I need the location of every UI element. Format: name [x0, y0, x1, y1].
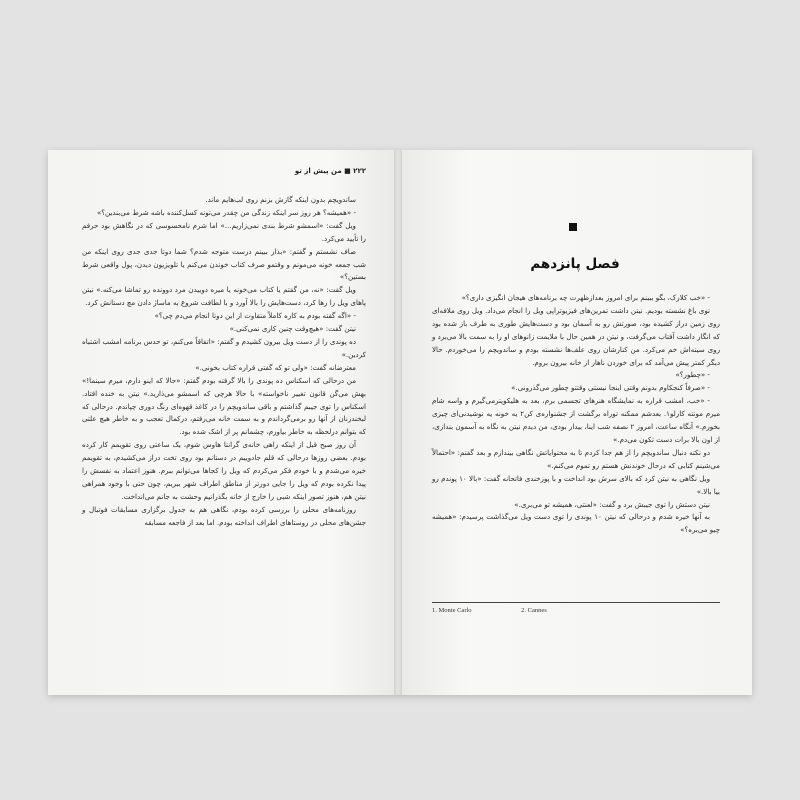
paragraph: روزنامه‌های محلی را بررسی کرده بودم، نگاهی هم به جدول برگزاری مسابقات فوتبال و جشن‌های محلی در روستاهای اطراف انداخته بودم. اما بعد از فاجعه مسابقه: [82, 504, 366, 527]
left-page: [48, 150, 398, 695]
running-head: ۲۲۲ ■ من پیش از تو: [294, 167, 366, 175]
paragraph: - «صرفاً کنجکاوم بدونم وقتی اینجا نیستی وقتتو چطور می‌گذرونی.»: [511, 383, 710, 393]
paragraph: - «همیشه؟ هر روز سر اینکه زندگی من چقدر می‌تونه کسل‌کننده باشه شرط می‌بندین؟»: [96, 207, 356, 217]
right-page: [398, 150, 752, 695]
paragraph: ویل گفت: «اسمشو شرط بندی نمی‌زاریم...» اما شرم نامحسوسی که در نگاهش بود حرفم را تأیید می‌کرد.: [82, 220, 366, 243]
paragraph: ده پوندی را از دست ویل بیرون کشیدم و گفتم: «اتفاقاً می‌کنم، تو حدس برنامه امشب اشتباه کردین.»: [82, 336, 366, 359]
footnote: 2. Cannes: [521, 607, 547, 614]
footnote: 1. Monte Carlo: [432, 607, 472, 614]
paragraph: صاف نشستم و گفتم: «بذار ببینم درست متوجه شدم؟ شما دوتا جدی جدی روی اینکه من شب جمعه خونه می‌مونم و وقتمو صرف کتاب خوندن می‌کنم یا تلویزیون دیدن، پول واقعی شرط بستین؟»: [82, 246, 366, 282]
paragraph: - «چطور؟»: [675, 370, 710, 380]
paragraph: ویل نگاهی به نیتن کرد که بالای سرش بود انداخت و با پوزخندی فاتحانه گفت: «بالا ۱۰ پوندم رو بیا بالا.»: [432, 473, 720, 496]
paragraph: نیتن گفت: «هیچ‌وقت چنین کاری نمی‌کنی.»: [229, 324, 356, 334]
paragraph: - «خب، امشب قراره به نمایشگاه هنرهای تجسمی برم، بعد به هلیکوپترمی‌گیرم و واسه شام میرم مونته کارلو۱. بعدشم ممکنه توراه برگشت از جشنواره‌ی کن۲ یه خونه یه نوشیدنی‌ای چیزی بخورم.» آنگاه ساعت، امروز ۲ نصفه شب اینا، بیدار بودی، من دیدم نیتن به نگاه به آسمون بندازی، از اون بالا برات دست تکون می‌دم.»: [432, 396, 720, 444]
footnotes: [432, 607, 632, 614]
paragraph: - «خب کلارک، بگو ببینم برای امروز بعدازظهرت چه برنامه‌های هیجان انگیزی داری؟»: [461, 293, 710, 302]
chapter-title: فصل پانزدهم: [530, 256, 620, 272]
paragraph: - «اگه گفته بودم به کاره کاملاً متفاوت از این دوتا انجام می‌دم چی؟»: [154, 311, 356, 321]
paragraph: نیتن دستش را توی جیبش برد و گفت: «لعنتی، همیشه تو می‌بری.»: [514, 499, 710, 509]
paragraph: به آنها خیره شدم و درحالی که نیتن ۱۰ پوندی را توی دست ویل می‌گذاشت پرسیدم: «همیشه چیو می‌بره؟»: [432, 512, 720, 535]
open-book: [48, 150, 752, 695]
paragraph: آن روز صبح قبل از اینکه راهی خانه‌ی گرانتا هاوس شوم، یک ساعتی روی تقویمم کار کرده بودم. بعضی روزها درحالی که قلم جادوییم در دستانم بود روی تخت دراز می‌کشیدم، به تقویمم خیره می‌شدم و با خودم فکر می‌کردم که ویل را کجاها می‌توانم ببرم. هنوز اعتماد به نفسش را پیدا نکرده بودم که ویل را جایی دورتر از مناطق اطراف شهر ببریم، چون حتی با وجود همراهی نیتن هم، هنوز تصور اینکه شبی را خارج از خانه بگذرانیم وحشت به جانم می‌انداخت.: [82, 440, 366, 501]
paragraph: من درحالی که اسکناس ده پوندی را بالا گرفته بودم گفتم: «حالا که اینو دارم، میرم سینما!» بهش می‌گن قانون تغییر ناخواسته» با حالا هرچی که اسمشو می‌ذارید.» نیتن به خنده افتاد. اسکناس را توی جیبم گذاشتم و باقی ساندویچم را در کاغذ قهوه‌ای رنگ دوری چپاندم. درحالی که لبخندزنان از آنها رو برمی‌گرداندم و به سمت خانه می‌رفتم، درکمال تعجب و به خاطر هیچ علتی که بتوانم درلحظه به خاطر بیاورم، چشمانم پر از اشک شده بود.: [82, 375, 366, 437]
paragraph: ساندویچم بدون اینکه گازش بزنم روی لب‌هایم ماند.: [205, 195, 356, 204]
right-page-body: [432, 292, 720, 537]
paragraph: ویل گفت: «نه، من گفتم یا کتاب می‌خونه یا میره دوییدن مرد دوونده رو تماشا می‌کنه.» نیتن پاهای ویل را رها کرد، دست‌هایش را بالا آورد و با لطافت شروع به ماساژ دادن مچ دستانش کرد.: [82, 285, 366, 308]
paragraph: دو نکته دنبال ساندویچم را از هم جدا کردم تا به محتوایاتش نگاهی بیندازم و بعد گفتم: «احتمالاً می‌شینم کتابی که درحال خوندنش هستم رو تموم می‌کنم.»: [432, 447, 720, 470]
left-page-body: [82, 194, 366, 530]
book-gutter: [394, 150, 402, 695]
paragraph: معترضانه گفت: «ولی تو که گفتی قراره کتاب بخونی.»: [195, 362, 356, 372]
paragraph: توی باغ نشسته بودیم. نیتن داشت تمرین‌های فیزیوتراپی ویل را انجام می‌داد. ویل روی ملافه‌ای روی زمین دراز کشیده بود، صورتش رو به آسمان بود و دست‌هایش طوری به طرف باز شده بود که انگار داشت آفتاب می‌گرفت، و نیتن در همین حال با ملایمت زانوهای او را به سمت بالا می‌برد و روی سینه‌اش خم می‌کرد. من کنارشان روی علف‌ها نشسته بودم و ساندویچم را می‌خوردم. حالا دیگر کمتر پیش می‌آمد که برای خوردن ناهار از خانه بیرون بروم.: [432, 305, 720, 367]
footnote-divider: [432, 602, 720, 603]
chapter-ornament-square: [569, 223, 577, 231]
